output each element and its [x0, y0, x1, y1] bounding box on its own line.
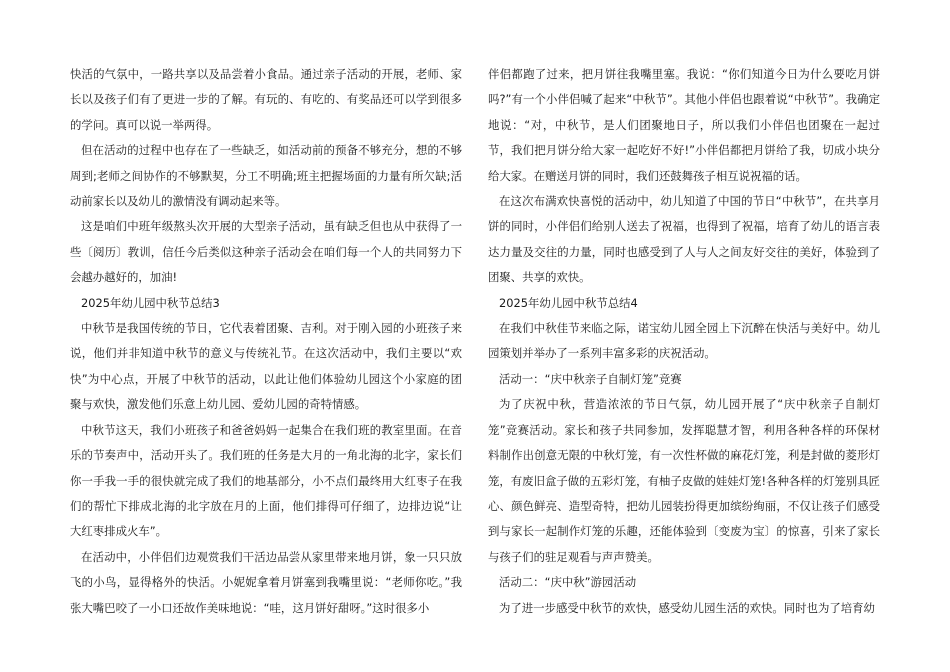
left-column [70, 62, 462, 621]
paragraph: 在这次布满欢快喜悦的活动中，幼儿知道了中国的节日“中秋节”，在共享月饼的同时，小伴侣们给别人送去了祝福，也得到了祝福，培育了幼儿的语言表达力量及交往的力量，同时也感受到了人与人之间友好交往的美好，体验到了团聚、共享的欢快。 [488, 194, 880, 285]
activity-heading: 活动一：“庆中秋亲子自制灯笼”竞赛 [499, 371, 682, 386]
paragraph: 但在活动的过程中也存在了一些缺乏，如活动前的预备不够充分，想的不够周到;老师之间协作的不够默契，分工不明确;班主把握场面的力量有所欠缺;活动前家长以及幼儿的激情没有调动起来等。 [70, 143, 462, 209]
section-heading: 2025年幼儿园中秋节总结4 [499, 295, 638, 310]
paragraph: 中秋节这天，我们小班孩子和爸爸妈妈一起集合在我们班的教室里面。在音乐的节奏声中，活动开头了。我们班的任务是大月的一角北海的北字，家长们你一手我一手的很快就完成了我们的地基部分，小不点们最终用大红枣子在我们的帮忙下排成北海的北字放在月的上面，他们排得可仔细了，边排边说“让大红枣排成火车”。 [70, 422, 462, 539]
right-column [488, 62, 880, 621]
paragraph: 在活动中，小伴侣们边观赏我们干活边品尝从家里带来地月饼，象一只只放飞的小鸟，显得格外的快活。小妮妮拿着月饼塞到我嘴里说：“老师你吃。”我张大嘴巴咬了一小口还故作美味地说：“哇，这月饼好甜呀。”这时很多小 [70, 549, 462, 615]
paragraph: 伴侣都跑了过来，把月饼往我嘴里塞。我说：“你们知道今日为什么要吃月饼吗?”有一个小伴侣喊了起来“中秋节”。其他小伴侣也跟着说“中秋节”。我确定地说：“对，中秋节，是人们团聚地日子，所以我们小伴侣也团聚在一起过节，我们把月饼分给大家一起吃好不好!”小伴侣都把月饼给了我，切成小块分给大家。在赠送月饼的同时，我们还鼓舞孩子相互说祝福的话。 [488, 67, 880, 183]
paragraph: 中秋节是我国传统的节日，它代表着团聚、吉利。对于刚入园的小班孩子来说，他们并非知道中秋节的意义与传统礼节。在这次活动中，我们主要以“欢快”为中心点，开展了中秋节的活动，以此让他们体验幼儿园这个小家庭的团聚与欢快，激发他们乐意上幼儿园、爱幼儿园的奇特情感。 [70, 321, 462, 412]
paragraph: 为了进一步感受中秋节的欢快，感受幼儿园生活的欢快。同时也为了培育幼 [499, 600, 875, 615]
section-heading: 2025年幼儿园中秋节总结3 [81, 295, 220, 310]
paragraph: 为了庆祝中秋，营造浓浓的节日气氛，幼儿园开展了“庆中秋亲子自制灯笼”竞赛活动。家长和孩子共同参加，发挥聪慧才智，利用各种各样的环保材料制作出创意无限的中秋灯笼，有一次性杯做的麻花灯笼，利是封做的菱形灯笼，有废旧盒子做的五彩灯笼，有柚子皮做的娃娃灯笼!各种各样的灯笼别具匠心、颜色鲜亮、造型奇特，把幼儿园装扮得更加缤纷绚丽，不仅让孩子们感受到与家长一起制作灯笼的乐趣，还能体验到〔变废为宝〕的惊喜，引来了家长与孩子们的驻足观看与声声赞美。 [488, 397, 880, 564]
paragraph: 快活的气氛中，一路共享以及品尝着小食品。通过亲子活动的开展，老师、家长以及孩子们有了更进一步的了解。有玩的、有吃的、有奖品还可以学到很多的学问。真可以说一举两得。 [70, 67, 462, 132]
activity-heading: 活动二：“庆中秋”游园活动 [499, 575, 637, 590]
paragraph: 在我们中秋佳节来临之际，诺宝幼儿园全园上下沉醉在快活与美好中。幼儿园策划并举办了一系列丰富多彩的庆祝活动。 [488, 321, 880, 361]
paragraph: 这是咱们中班年级熬头次开展的大型亲子活动，虽有缺乏但也从中获得了一些〔阅历〕教训，信任今后类似这种亲子活动会在咱们每一个人的共同努力下会越办越好的，加油! [70, 219, 462, 285]
